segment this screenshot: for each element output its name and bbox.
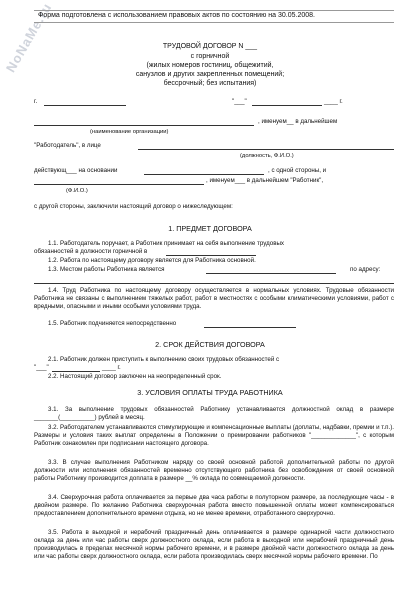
address-blank: [34, 283, 394, 284]
acting-basis-blank: [144, 174, 264, 175]
workplace-blank: [206, 273, 336, 274]
employer-representative-blank: [138, 149, 394, 150]
clause-1-1-cont: обязанностей в должности горничной в: [34, 248, 148, 255]
title-subtitle-detail: санузлов и других закрепленных помещений;: [135, 71, 285, 78]
header-note: Форма подготовлена с использованием правовых актов по состоянию на 30.05.2008.: [38, 12, 315, 19]
organization-caption: (наименование организации): [90, 129, 169, 135]
employer-name-blank: [166, 255, 256, 256]
header-top-rule: [34, 10, 394, 11]
one-side-text: , с одной стороны, и: [268, 167, 327, 174]
other-side-text: с другой стороны, заключили настоящий договор о нижеследующем:: [34, 203, 233, 210]
section-1-heading: 1. ПРЕДМЕТ ДОГОВОРА: [168, 224, 252, 233]
clause-3-5: 3.5. Работа в выходной и нерабочий праздничный день оплачивается в размере одинарной части должностного оклада за день или час работы сверх должностного оклада, если работа в выходной или нерабочий праздничный день производилась в пределах месячной нормы рабочего времени, и в размере двойной части должностного оклада за день или час работы сверх должностного оклада, если работа производилась сверх месячной нормы рабочего времени. По: [34, 529, 394, 560]
address-label: по адресу:: [350, 266, 381, 273]
start-date-prefix: "___": [34, 364, 49, 371]
clause-2-1: 2.1. Работник должен приступить к выполнению своих трудовых обязанностей с: [48, 356, 280, 363]
title-subtitle-detail: бессрочный; без испытания): [163, 80, 257, 87]
date-suffix: ____ г.: [324, 98, 343, 105]
clause-3-1: 3.1. За выполнение трудовых обязанностей Работнику устанавливается должностной оклад в размере _______(__________) рублей в месяц.: [34, 406, 394, 421]
clause-3-4: 3.4. Сверхурочная работа оплачивается за первые два часа работы в полуторном размере, за последующие часы - в двойном размере. По желанию Работника сверхурочная работа вместо повышенной оплаты может компенсироваться предоставлением дополнительного времени отдыха, но не менее времени, отработанного сверхурочно.: [34, 494, 394, 517]
clause-3-2: 3.2. Работодателем устанавливаются стимулирующие и компенсационные выплаты (доплаты, надбавки, премии и т.п.). Размеры и условия таких выплат определены в Положении о премировании работников "_____________", с которым Работник ознакомлен при подписании настоящего договора.: [34, 424, 394, 447]
start-date-suffix: ____ г.: [102, 364, 121, 371]
employee-named-text: , именуем___ в дальнейшем "Работник",: [206, 177, 324, 184]
city-blank: [44, 105, 126, 106]
start-month-blank: [52, 371, 100, 372]
header-bottom-rule: [34, 22, 394, 23]
clause-1-1: 1.1. Работодатель поручает, а Работник принимает на себя выполнение трудовых: [48, 240, 285, 247]
employer-label: "Работодатель", в лице: [34, 142, 101, 149]
clause-1-3: 1.3. Местом работы Работника является: [48, 266, 165, 273]
supervisor-blank: [204, 327, 296, 328]
date-prefix: "___": [232, 98, 247, 105]
acting-label: действующ___ на основании: [34, 167, 118, 174]
watermark: NoNaMe.ru: [2, 0, 55, 75]
contract-title: ТРУДОВОЙ ДОГОВОР N ___: [162, 43, 258, 50]
employee-name-blank: [34, 184, 204, 185]
date-month-blank: [252, 105, 322, 106]
organization-blank: [34, 125, 254, 126]
title-subtitle: с горничной: [190, 53, 230, 60]
city-label: г.: [34, 98, 38, 105]
clause-3-3: 3.3. В случае выполнения Работником наряду со своей основной работой дополнительной работы по другой должности или исполнения обязанностей временно отсутствующего работника без освобождения от своей основной работы Работнику производится доплата в размере __% оклада по совмещаемой должности.: [34, 459, 394, 482]
clause-1-2: 1.2. Работа по настоящему договору является для Работника основной.: [48, 257, 256, 264]
clause-1-4: 1.4. Труд Работника по настоящему договору осуществляется в нормальных условиях. Трудовые обязанности Работника не связаны с выполнением тяжелых работ, работ в местностях с особыми климатическими условиями, работ с вредными, опасными и иными особыми условиями труда.: [34, 287, 394, 310]
named-after-text: , именуем__ в дальнейшем: [258, 118, 338, 125]
clause-1-5: 1.5. Работник подчиняется непосредственно: [48, 320, 177, 327]
section-2-heading: 2. СРОК ДЕЙСТВИЯ ДОГОВОРА: [155, 340, 265, 349]
title-subtitle-detail: (жилых номеров гостиниц, общежитий,: [146, 62, 274, 69]
fio-caption: (Ф.И.О.): [66, 188, 88, 194]
clause-2-2: 2.2. Настоящий договор заключен на неопределенный срок.: [48, 373, 222, 380]
section-3-heading: 3. УСЛОВИЯ ОПЛАТЫ ТРУДА РАБОТНИКА: [137, 388, 283, 397]
position-caption: (должность, Ф.И.О.): [240, 153, 294, 159]
